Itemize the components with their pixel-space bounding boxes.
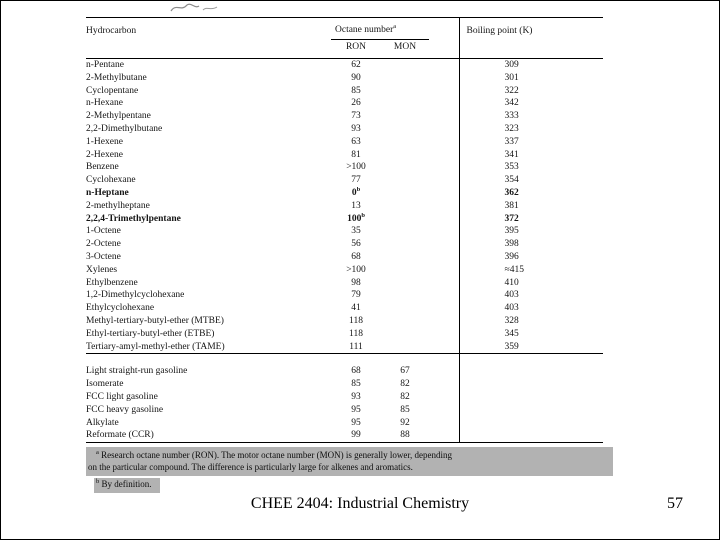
cell-spacer [429, 174, 459, 187]
footnote-a-line2: on the particular compound. The difference is particularly large for alkenes and aromatics. [88, 461, 413, 472]
cell-ron-value: 98 [351, 277, 361, 288]
cell-boiling-point: 328 [504, 315, 519, 326]
cell-boiling-point: 323 [504, 123, 519, 134]
cell-mon-value [381, 149, 429, 162]
cell-mon-value [381, 161, 429, 174]
cell-ron-value: 56 [351, 239, 361, 250]
cell-boiling-point: 395 [504, 226, 519, 237]
cell-spacer [429, 123, 459, 136]
octane-header-superscript: a [393, 22, 397, 30]
cell-hydrocarbon-name: Ethylbenzene [86, 277, 138, 288]
footnote-a-text1: Research octane number (RON). The motor octane number (MON) is generally lower, depending [101, 450, 452, 461]
cell-hydrocarbon-name: Ethyl-tertiary-butyl-ether (ETBE) [86, 328, 215, 339]
cell-ron-value: 90 [351, 72, 361, 83]
cell-ron-value: >100 [346, 264, 366, 275]
cell-hydrocarbon-name: 1-Hexene [86, 136, 123, 147]
footnote-b-text: By definition. [101, 479, 152, 490]
col-header-hydrocarbon: Hydrocarbon [86, 18, 331, 40]
cell-boiling-point: 309 [504, 60, 519, 70]
table-row [86, 213, 603, 226]
cell-ron-value: 79 [351, 290, 361, 301]
table-row [86, 123, 603, 136]
cell-spacer [429, 59, 459, 72]
table-row [86, 391, 603, 404]
cell-mon-value [381, 251, 429, 264]
table-row [86, 72, 603, 85]
cell-hydrocarbon-name: 2-Octene [86, 239, 121, 250]
cell-hydrocarbon-name: FCC heavy gasoline [86, 404, 164, 415]
course-title: CHEE 2404: Industrial Chemistry [250, 495, 470, 512]
col-header-ron: RON [331, 40, 381, 59]
table-row [86, 85, 603, 98]
cell-spacer [429, 354, 459, 378]
slide-footer [1, 495, 719, 513]
footnote-a-line1 [88, 450, 611, 462]
cell-spacer [429, 72, 459, 85]
cell-mon-value: 85 [400, 404, 410, 415]
cell-ron-value: 95 [351, 404, 361, 415]
footnote-a [86, 447, 613, 476]
cell-boiling-point: 342 [504, 98, 519, 109]
table-row [86, 315, 603, 328]
cell-boiling-point: 337 [504, 136, 519, 147]
cell-mon-value [381, 225, 429, 238]
handwriting-mark [169, 1, 221, 15]
cell-hydrocarbon-name: n-Pentane [86, 60, 124, 70]
cell-boiling-point [459, 354, 603, 378]
cell-hydrocarbon-name: Light straight-run gasoline [86, 366, 188, 377]
gasoline-blend-rows-section [86, 354, 603, 443]
cell-ron-value: 85 [351, 85, 361, 96]
header-empty-cell [459, 40, 603, 59]
table-row [86, 149, 603, 162]
cell-spacer [429, 225, 459, 238]
scanned-table-region [86, 17, 613, 493]
cell-spacer [429, 378, 459, 391]
cell-mon-value [381, 187, 429, 200]
cell-ron-value: 35 [351, 226, 361, 237]
table-row [86, 251, 603, 264]
cell-hydrocarbon-name: 2,2-Dimethylbutane [86, 123, 163, 134]
cell-boiling-point: 333 [504, 111, 519, 122]
col-header-mon: MON [381, 40, 429, 59]
cell-boiling-point: 341 [504, 149, 519, 160]
cell-boiling-point [459, 391, 603, 404]
cell-spacer [429, 429, 459, 442]
cell-hydrocarbon-name: Tertiary-amyl-methyl-ether (TAME) [86, 341, 331, 354]
cell-ron-value: 26 [351, 98, 361, 109]
cell-hydrocarbon-name: Alkylate [86, 417, 119, 428]
hydrocarbon-octane-table [86, 17, 603, 443]
cell-ron-value: 100$^b$ [347, 212, 365, 224]
cell-spacer [429, 110, 459, 123]
table-row [86, 174, 603, 187]
cell-ron-value: 68 [351, 251, 361, 262]
table-row [86, 59, 603, 72]
cell-mon-value [381, 289, 429, 302]
cell-ron-value: 93 [351, 391, 361, 402]
cell-hydrocarbon-name: n-Hexane [86, 98, 123, 109]
cell-mon-value [381, 302, 429, 315]
cell-spacer [429, 136, 459, 149]
cell-boiling-point [459, 404, 603, 417]
cell-mon-value [381, 97, 429, 110]
table-row [86, 136, 603, 149]
cell-spacer [429, 391, 459, 404]
cell-boiling-point: 359 [459, 341, 603, 354]
cell-hydrocarbon-name: 2-Methylpentane [86, 111, 151, 122]
table-footnotes [86, 447, 613, 493]
cell-hydrocarbon-name: Isomerate [86, 379, 124, 390]
cell-mon-value [381, 264, 429, 277]
cell-ron-value: 62 [351, 60, 361, 70]
cell-hydrocarbon-name: Benzene [86, 162, 119, 173]
cell-hydrocarbon-name: Cyclopentane [86, 85, 139, 96]
cell-spacer [429, 251, 459, 264]
table-header-row-2 [86, 40, 603, 59]
cell-hydrocarbon-name: 2-methylheptane [86, 200, 150, 211]
footnote-b-marker: b [96, 478, 100, 486]
table-row [86, 110, 603, 123]
cell-spacer [429, 213, 459, 226]
cell-ron-value: 85 [351, 379, 361, 390]
cell-hydrocarbon-name: FCC light gasoline [86, 391, 158, 402]
col-header-boiling-point: Boiling point (K) [459, 18, 603, 40]
cell-spacer [429, 315, 459, 328]
cell-mon-value [381, 85, 429, 98]
header-empty-cell [86, 40, 331, 59]
table-row [86, 429, 603, 442]
cell-mon-value: 88 [381, 429, 429, 442]
table-header-row-1 [86, 18, 603, 40]
cell-ron-value: 118 [349, 315, 363, 326]
cell-boiling-point: 345 [504, 328, 519, 339]
cell-mon-value [381, 123, 429, 136]
cell-mon-value [381, 59, 429, 72]
cell-hydrocarbon-name: 1-Octene [86, 226, 121, 237]
cell-hydrocarbon-name: 3-Octene [86, 251, 121, 262]
table-row [86, 187, 603, 200]
table-row [86, 378, 603, 391]
cell-hydrocarbon-name: 2-Hexene [86, 149, 123, 160]
cell-ron-value: 95 [351, 417, 361, 428]
cell-hydrocarbon-name: 2,2,4-Trimethylpentane [86, 213, 181, 224]
cell-superscript: b [356, 186, 361, 193]
cell-spacer [429, 289, 459, 302]
cell-ron-value: 63 [351, 136, 361, 147]
cell-boiling-point: 322 [504, 85, 519, 96]
table-row [86, 200, 603, 213]
cell-spacer [429, 417, 459, 430]
cell-boiling-point: 362 [504, 187, 519, 198]
cell-ron-value: 99 [331, 429, 381, 442]
cell-hydrocarbon-name: n-Heptane [86, 187, 129, 198]
cell-mon-value: 82 [400, 391, 410, 402]
cell-mon-value [381, 72, 429, 85]
cell-mon-value [381, 136, 429, 149]
cell-mon-value: 92 [400, 417, 410, 428]
table-row [86, 341, 603, 354]
cell-hydrocarbon-name: Ethylcyclohexane [86, 303, 155, 314]
page-number: 57 [667, 495, 683, 512]
cell-mon-value [381, 200, 429, 213]
cell-ron-value: 0$^b$ [351, 186, 361, 198]
cell-spacer [429, 404, 459, 417]
table-row [86, 417, 603, 430]
cell-spacer [429, 264, 459, 277]
cell-ron-value: 73 [351, 111, 361, 122]
cell-boiling-point: 301 [504, 72, 519, 83]
table-row [86, 302, 603, 315]
table-row [86, 404, 603, 417]
octane-header-label: Octane number [335, 25, 394, 35]
cell-boiling-point: 396 [504, 251, 519, 262]
table-row [86, 328, 603, 341]
cell-mon-value [381, 328, 429, 341]
cell-boiling-point [459, 378, 603, 391]
cell-hydrocarbon-name: 1,2-Dimethylcyclohexane [86, 290, 185, 301]
table-row [86, 277, 603, 290]
cell-hydrocarbon-name: Xylenes [86, 264, 118, 275]
cell-spacer [429, 85, 459, 98]
cell-spacer [429, 200, 459, 213]
footnote-b [86, 478, 613, 493]
cell-ron-value: 111 [331, 341, 381, 354]
cell-mon-value [381, 238, 429, 251]
cell-ron-value: 77 [351, 175, 361, 186]
cell-ron-value: 13 [351, 200, 361, 211]
table-row [86, 97, 603, 110]
cell-boiling-point: 372 [504, 213, 519, 224]
cell-boiling-point: 398 [504, 239, 519, 250]
cell-hydrocarbon-name: Cyclohexane [86, 175, 136, 186]
cell-mon-value [381, 110, 429, 123]
cell-spacer [429, 302, 459, 315]
cell-hydrocarbon-name: Methyl-tertiary-butyl-ether (MTBE) [86, 315, 224, 326]
cell-spacer [429, 238, 459, 251]
cell-mon-value [381, 315, 429, 328]
cell-ron-value: >100 [346, 162, 366, 173]
footnote-a-marker: a [96, 449, 99, 457]
table-row [86, 238, 603, 251]
cell-mon-value [381, 341, 429, 354]
cell-boiling-point: 403 [504, 290, 519, 301]
cell-boiling-point [459, 429, 603, 442]
cell-ron-value: 41 [351, 303, 361, 314]
footnote-b-text-wrap [94, 478, 160, 493]
cell-mon-value: 82 [400, 379, 410, 390]
cell-boiling-point: 353 [504, 162, 519, 173]
cell-hydrocarbon-name: 2-Methylbutane [86, 72, 147, 83]
cell-boiling-point: ≈415 [504, 264, 524, 275]
cell-mon-value: 67 [400, 366, 410, 377]
cell-hydrocarbon-name: Reformate (CCR) [86, 429, 331, 442]
cell-spacer [429, 328, 459, 341]
cell-boiling-point: 354 [504, 175, 519, 186]
cell-superscript: b [361, 212, 365, 219]
header-spacer-cell [429, 40, 459, 59]
cell-ron-value: 118 [349, 328, 363, 339]
hydrocarbon-rows-section [86, 59, 603, 354]
col-header-octane-number [331, 18, 429, 40]
cell-ron-value: 93 [351, 123, 361, 134]
table-row [86, 354, 603, 378]
cell-ron-value: 68 [351, 366, 361, 377]
cell-mon-value [381, 277, 429, 290]
cell-boiling-point: 403 [504, 303, 519, 314]
cell-spacer [429, 341, 459, 354]
table-row [86, 225, 603, 238]
table-row [86, 264, 603, 277]
table-row [86, 161, 603, 174]
cell-boiling-point: 410 [504, 277, 519, 288]
cell-spacer [429, 277, 459, 290]
cell-spacer [429, 161, 459, 174]
cell-mon-value [381, 174, 429, 187]
header-spacer-cell [429, 18, 459, 40]
cell-ron-value: 81 [351, 149, 361, 160]
cell-mon-value [381, 213, 429, 226]
cell-spacer [429, 187, 459, 200]
cell-boiling-point: 381 [504, 200, 519, 211]
cell-spacer [429, 149, 459, 162]
cell-boiling-point [459, 417, 603, 430]
cell-spacer [429, 97, 459, 110]
table-row [86, 289, 603, 302]
